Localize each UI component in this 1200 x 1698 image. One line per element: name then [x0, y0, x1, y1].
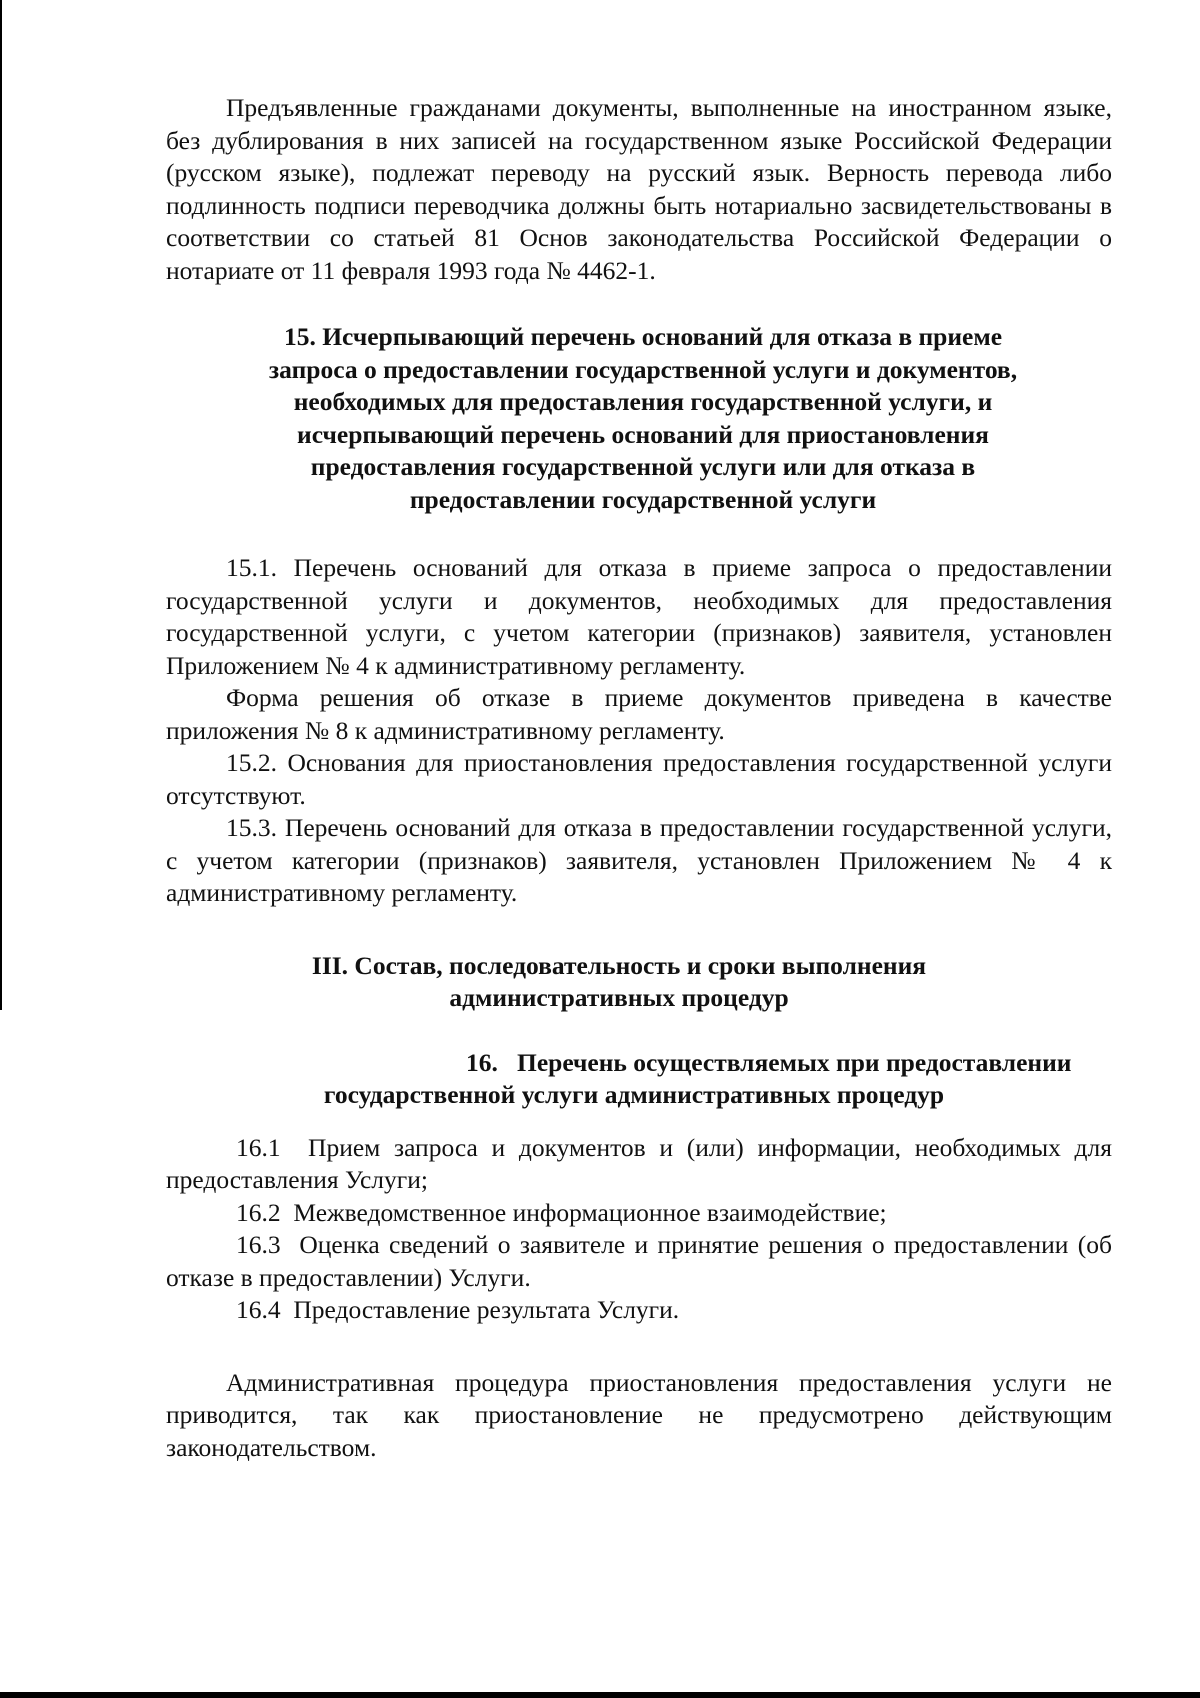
list-item: 16.3 Оценка сведений о заявителе и принятие решения о предоставлении (об отказе в предоставлении) Услуги.	[166, 1230, 1119, 1292]
document-page	[166, 92, 1119, 1464]
scan-bottom-edge	[0, 1692, 1200, 1698]
section-16-heading-line1: 16. Перечень осуществляемых при предоставлении	[466, 1047, 1072, 1077]
section-3-heading: III. Состав, последовательность и сроки выполнения административных процедур	[311, 950, 927, 1012]
intro-paragraph: Предъявленные гражданами документы, выполненные на иностранном языке, без дублирования в них записей на государственном языке Российской Федерации (русском языке), подлежат переводу на русский язык. Верность перевода либо подлинность подписи переводчика должны быть нотариально засвидетельствованы в соответствии со статьей 81 Основ законодательства Российской Федерации о нотариате от 11 февраля 1993 года № 4462-1.	[166, 93, 1112, 285]
paragraph-15-1: 15.1. Перечень оснований для отказа в приеме запроса о предоставлении государственной услуги и документов, необходимых для предоставления государственной услуги, с учетом категории (признаков) заявителя, установлен Приложением № 4 к административному регламенту.	[166, 553, 1112, 680]
section-15-heading: 15. Исчерпывающий перечень оснований для отказа в приеме запроса о предоставлении государственной услуги и документов, необходимых для предоставления государственной услуги, и исчерпывающий перечень оснований для приостановления предоставления государственной услуги или для отказа в предоставлении государственной услуги	[268, 322, 1018, 514]
section-16-heading-line2: государственной услуги административных процедур	[323, 1080, 945, 1109]
list-item: 16.2 Межведомственное информационное взаимодействие;	[236, 1197, 887, 1227]
section-15-body	[166, 552, 1112, 910]
list-item: 16.1 Прием запроса и документов и (или) информации, необходимых для предоставления Услуги;	[166, 1132, 1119, 1194]
paragraph-15-3: 15.3. Перечень оснований для отказа в предоставлении государственной услуги, с учетом категории (признаков) заявителя, установлен Приложением № 4 к административному регламенту.	[166, 813, 1112, 907]
list-item: 16.4 Предоставление результата Услуги.	[236, 1295, 680, 1324]
closing-paragraph: Административная процедура приостановления предоставления услуги не приводится, так как приостановление не предусмотрено действующим законодательством.	[166, 1367, 1112, 1462]
scan-left-edge	[0, 0, 2, 1010]
paragraph-form-decision: Форма решения об отказе в приеме документов приведена в качестве приложения № 8 к административному регламенту.	[166, 683, 1112, 745]
paragraph-15-2: 15.2. Основания для приостановления предоставления государственной услуги отсутствуют.	[166, 748, 1112, 810]
section-16-list	[166, 1132, 1119, 1327]
